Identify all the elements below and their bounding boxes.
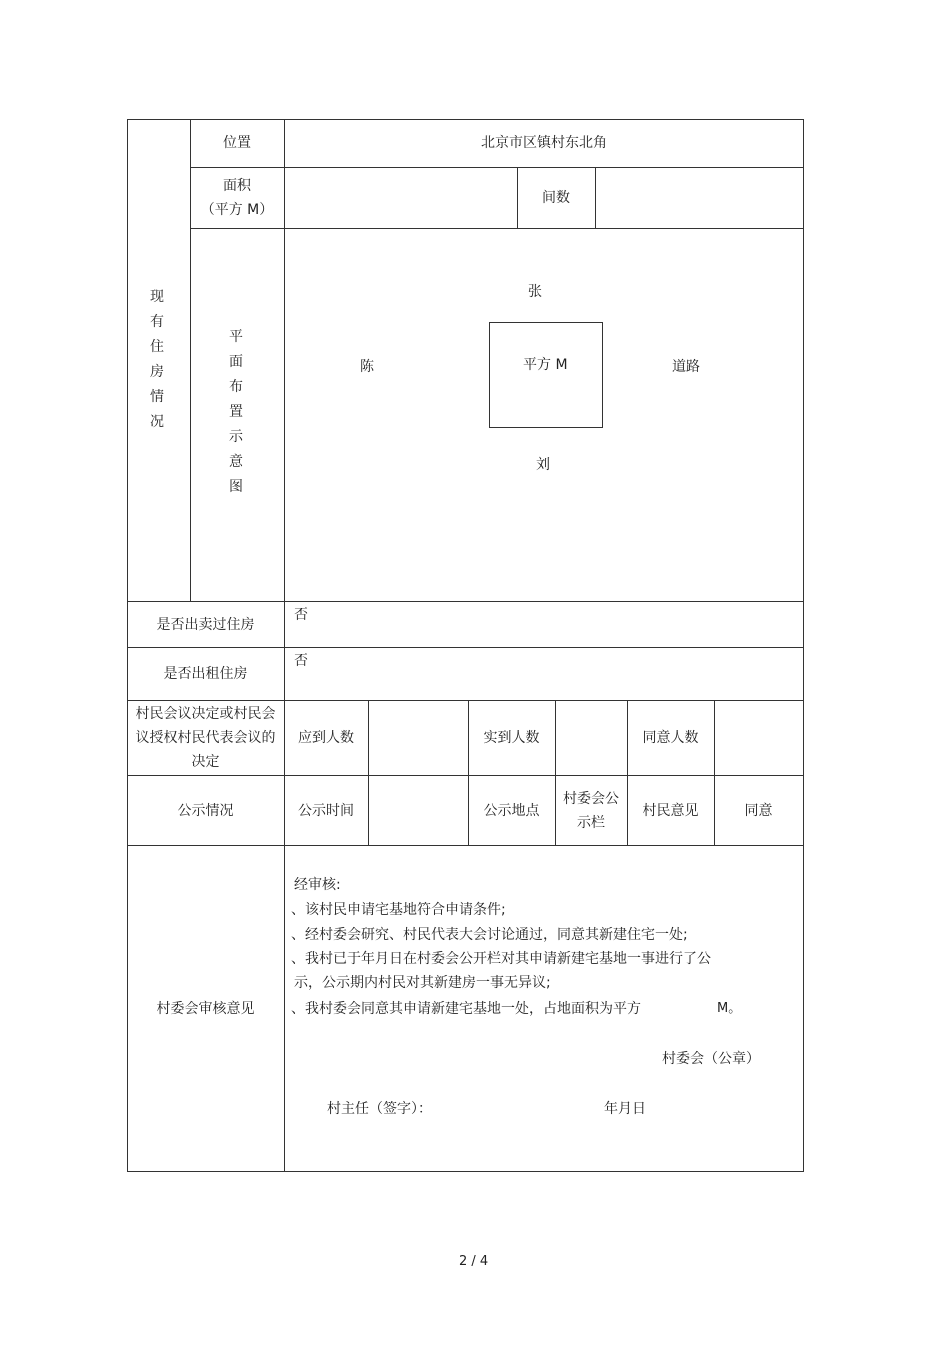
column-divider <box>368 700 369 845</box>
rooms-label: 间数 <box>542 190 570 206</box>
notice-label: 公示情况 <box>177 802 234 819</box>
notice-time-label: 公示时间 <box>298 802 354 819</box>
neighbor-south: 刘 <box>536 457 550 473</box>
village-committee-seal: 村委会（公章） <box>662 1051 760 1067</box>
expected-attendees-label: 应到人数 <box>298 730 354 746</box>
plan-diagram-label: 平 面 布 置 示 意 图 <box>229 329 243 495</box>
review-line-4-unit: M。 <box>717 1001 742 1016</box>
house-plot-box <box>489 322 603 428</box>
review-label: 村委会审核意见 <box>156 1000 255 1017</box>
agree-count-label: 同意人数 <box>642 730 699 746</box>
house-plot-area: 平方 M <box>523 357 568 373</box>
village-head-signature: 村主任（签字）： <box>327 1101 432 1117</box>
review-line-4: 、我村委会同意其申请新建宅基地一处，占地面积为平方 <box>291 1001 641 1017</box>
page-number: 2 / 4 <box>459 1254 489 1269</box>
column-divider <box>595 167 596 228</box>
current-housing-label: 现 有 住 房 情 况 <box>150 289 164 430</box>
review-line-3: 、我村已于年月日在村委会公开栏对其申请新建宅基地一事进行了公 <box>291 951 711 967</box>
sold-house-value: 否 <box>294 607 308 623</box>
review-line-3b: 示，公示期内村民对其新建房一事无异议; <box>294 975 551 991</box>
location-label: 位置 <box>223 135 251 151</box>
neighbor-west: 陈 <box>360 359 374 375</box>
review-intro: 经审核: <box>294 877 341 893</box>
column-divider <box>555 700 556 845</box>
signature-date: 年月日 <box>604 1101 646 1117</box>
row-divider <box>190 228 804 229</box>
rented-house-label: 是否出租住房 <box>163 666 248 682</box>
sold-house-label: 是否出卖过住房 <box>156 616 255 633</box>
notice-place-label: 公示地点 <box>483 802 540 819</box>
neighbor-east: 道路 <box>672 359 700 375</box>
table-border-right <box>803 119 804 1171</box>
area-label: 面积 （平方 M） <box>200 178 274 218</box>
rented-house-value: 否 <box>294 653 308 669</box>
location-value: 北京市区镇村东北角 <box>481 135 607 151</box>
review-line-1: 、该村民申请宅基地符合申请条件; <box>291 902 506 918</box>
neighbor-north: 张 <box>528 284 542 300</box>
villager-opinion-value: 同意 <box>744 802 773 819</box>
actual-attendees-label: 实到人数 <box>483 730 540 746</box>
review-line-2: 、经村委会研究、村民代表大会讨论通过，同意其新建住宅一处; <box>291 927 688 943</box>
table-border-bottom <box>127 1171 804 1172</box>
meeting-decision-label: 村民会议决定或村民会议授权村民代表会议的决定 <box>135 706 276 770</box>
notice-place-value: 村委会公示栏 <box>563 790 619 831</box>
column-divider <box>284 119 285 1171</box>
villager-opinion-label: 村民意见 <box>642 802 699 819</box>
